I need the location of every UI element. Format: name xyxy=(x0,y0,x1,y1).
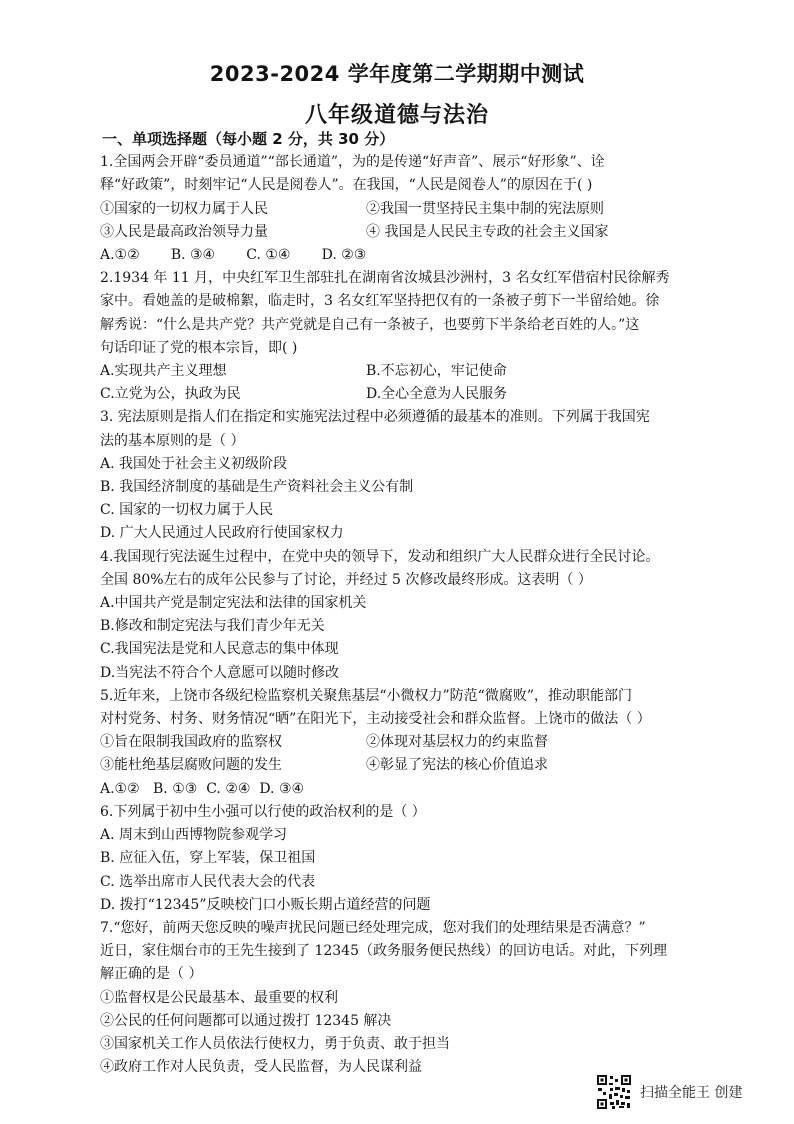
statement: ②体现对基层权力的约束监督 xyxy=(366,734,548,751)
exam-subject: 八年级道德与法治 xyxy=(304,103,489,128)
answer-options: A.①② B. ③④ C. ①④ D. ②③ xyxy=(100,247,367,264)
option-a: A.实现共产主义理想 xyxy=(100,363,227,380)
question-stem-line: 家中。看她盖的是破棉絮，临走时，3 名女红军坚持把仅有的一条被子剪下一半留给她。徐 xyxy=(100,293,660,310)
section-heading: 一、单项选择题（每小题 2 分，共 30 分） xyxy=(102,130,395,148)
question-2 xyxy=(100,267,712,406)
question-stem-line: 5.近年来，上饶市各级纪检监察机关聚焦基层“小微权力”防范“微腐败”，推动职能部门 xyxy=(100,687,632,704)
question-stem-line: 解秀说：“什么是共产党？共产党就是自己有一条被子，也要剪下半条给老百姓的人。”这 xyxy=(100,316,640,333)
option-row xyxy=(100,383,712,406)
question-4 xyxy=(100,546,712,685)
question-list xyxy=(100,128,712,1079)
statement-row xyxy=(100,754,712,777)
statement: ②公民的任何问题都可以通过拨打 12345 解决 xyxy=(100,1012,392,1029)
question-stem-line: 解正确的是（ ） xyxy=(100,966,203,983)
question-3 xyxy=(100,406,712,545)
statement: ④政府工作对人民负责，受人民监督，为人民谋利益 xyxy=(100,1059,422,1076)
question-stem-line: 法的基本原则的是（ ） xyxy=(100,432,245,449)
statement: ③国家机关工作人员依法行使权力，勇于负责、敢于担当 xyxy=(100,1035,450,1052)
option-b: B. 我国经济制度的基础是生产资料社会主义公有制 xyxy=(100,479,414,496)
question-stem-line: 3. 宪法原则是指人们在指定和实施宪法过程中必须遵循的最基本的准则。下列属于我国宪 xyxy=(100,409,650,426)
option-a: A.中国共产党是制定宪法和法律的国家机关 xyxy=(100,595,367,612)
statement-row xyxy=(100,221,712,244)
statement: ①国家的一切权力属于人民 xyxy=(100,200,268,217)
question-stem-line: 近日，家住烟台市的王先生接到了 12345（政务服务便民热线）的回访电话。对此，下列理 xyxy=(100,943,667,960)
exam-title: 2023-2024 学年度第二学期期中测试 xyxy=(209,62,585,86)
question-stem-line: 7.“您好，前两天您反映的噪声扰民问题已经处理完成，您对我们的处理结果是否满意？” xyxy=(100,919,646,936)
option-a: A. 周末到山西博物院参观学习 xyxy=(100,827,288,844)
question-stem-line: 对村党务、村务、财务情况“晒”在阳光下，主动接受社会和群众监督。上饶市的做法（ ） xyxy=(100,711,651,728)
option-b: B.修改和制定宪法与我们青少年无关 xyxy=(100,618,325,635)
question-7 xyxy=(100,917,712,1079)
statement: ②我国一贯坚持民主集中制的宪法原则 xyxy=(366,200,604,217)
question-stem-line: 全国 80%左右的成年公民参与了讨论，并经过 5 次修改最终形成。这表明（ ） xyxy=(100,571,592,588)
option-c: C. 选举出席市人民代表大会的代表 xyxy=(100,873,316,890)
question-stem-line: 2.1934 年 11 月，中央红军卫生部驻扎在湖南省汝城县沙洲村，3 名女红军借宿村民徐解秀 xyxy=(100,270,670,287)
question-stem-line: 6.下列属于初中生小强可以行使的政治权利的是（ ） xyxy=(100,803,426,820)
option-c: C. 国家的一切权力属于人民 xyxy=(100,502,274,519)
option-d: D.当宪法不符合个人意愿可以随时修改 xyxy=(100,664,340,681)
question-stem-line: 句话印证了党的根本宗旨，即( ) xyxy=(100,339,298,356)
statement: ①监督权是公民最基本、最重要的权利 xyxy=(100,989,338,1006)
option-c: C.我国宪法是党和人民意志的集中体现 xyxy=(100,641,339,658)
qr-code-icon xyxy=(596,1074,632,1110)
statement: ③人民是最高政治领导力量 xyxy=(100,223,268,240)
option-b: B.不忘初心，牢记使命 xyxy=(366,363,507,380)
statement: ④彰显了宪法的核心价值追求 xyxy=(366,757,548,774)
answer-options: A.①② B. ①③ C. ②④ D. ③④ xyxy=(100,780,305,797)
question-6 xyxy=(100,801,712,917)
statement: ③能杜绝基层腐败问题的发生 xyxy=(100,757,282,774)
statement: ④ 我国是人民民主专政的社会主义国家 xyxy=(366,223,609,240)
option-b: B. 应征入伍，穿上军装，保卫祖国 xyxy=(100,850,316,867)
option-a: A. 我国处于社会主义初级阶段 xyxy=(100,455,288,472)
statement-row xyxy=(100,731,712,754)
statement: ①旨在限制我国政府的监察权 xyxy=(100,734,282,751)
question-stem-line: 4.我国现行宪法诞生过程中，在党中央的领导下，发动和组织广大人民群众进行全民讨论。 xyxy=(100,548,660,565)
question-stem-line: 释“好政策”，时刻牢记“人民是阅卷人”。在我国，“人民是阅卷人”的原因在于( ) xyxy=(100,177,593,194)
scanner-watermark xyxy=(596,1074,742,1110)
option-d: D.全心全意为人民服务 xyxy=(366,386,508,403)
question-stem-line: 1.全国两会开辟“委员通道”“部长通道”，为的是传递“好声音”、展示“好形象”、诠 xyxy=(100,154,605,171)
watermark-text: 扫描全能王 创建 xyxy=(640,1085,743,1101)
option-d: D. 广大人民通过人民政府行使国家权力 xyxy=(100,525,344,542)
question-5 xyxy=(100,685,712,801)
statement-row xyxy=(100,198,712,221)
option-row xyxy=(100,360,712,383)
question-1 xyxy=(100,151,712,267)
option-d: D. 拨打“12345”反映校门口小贩长期占道经营的问题 xyxy=(100,896,431,913)
option-c: C.立党为公，执政为民 xyxy=(100,386,241,403)
